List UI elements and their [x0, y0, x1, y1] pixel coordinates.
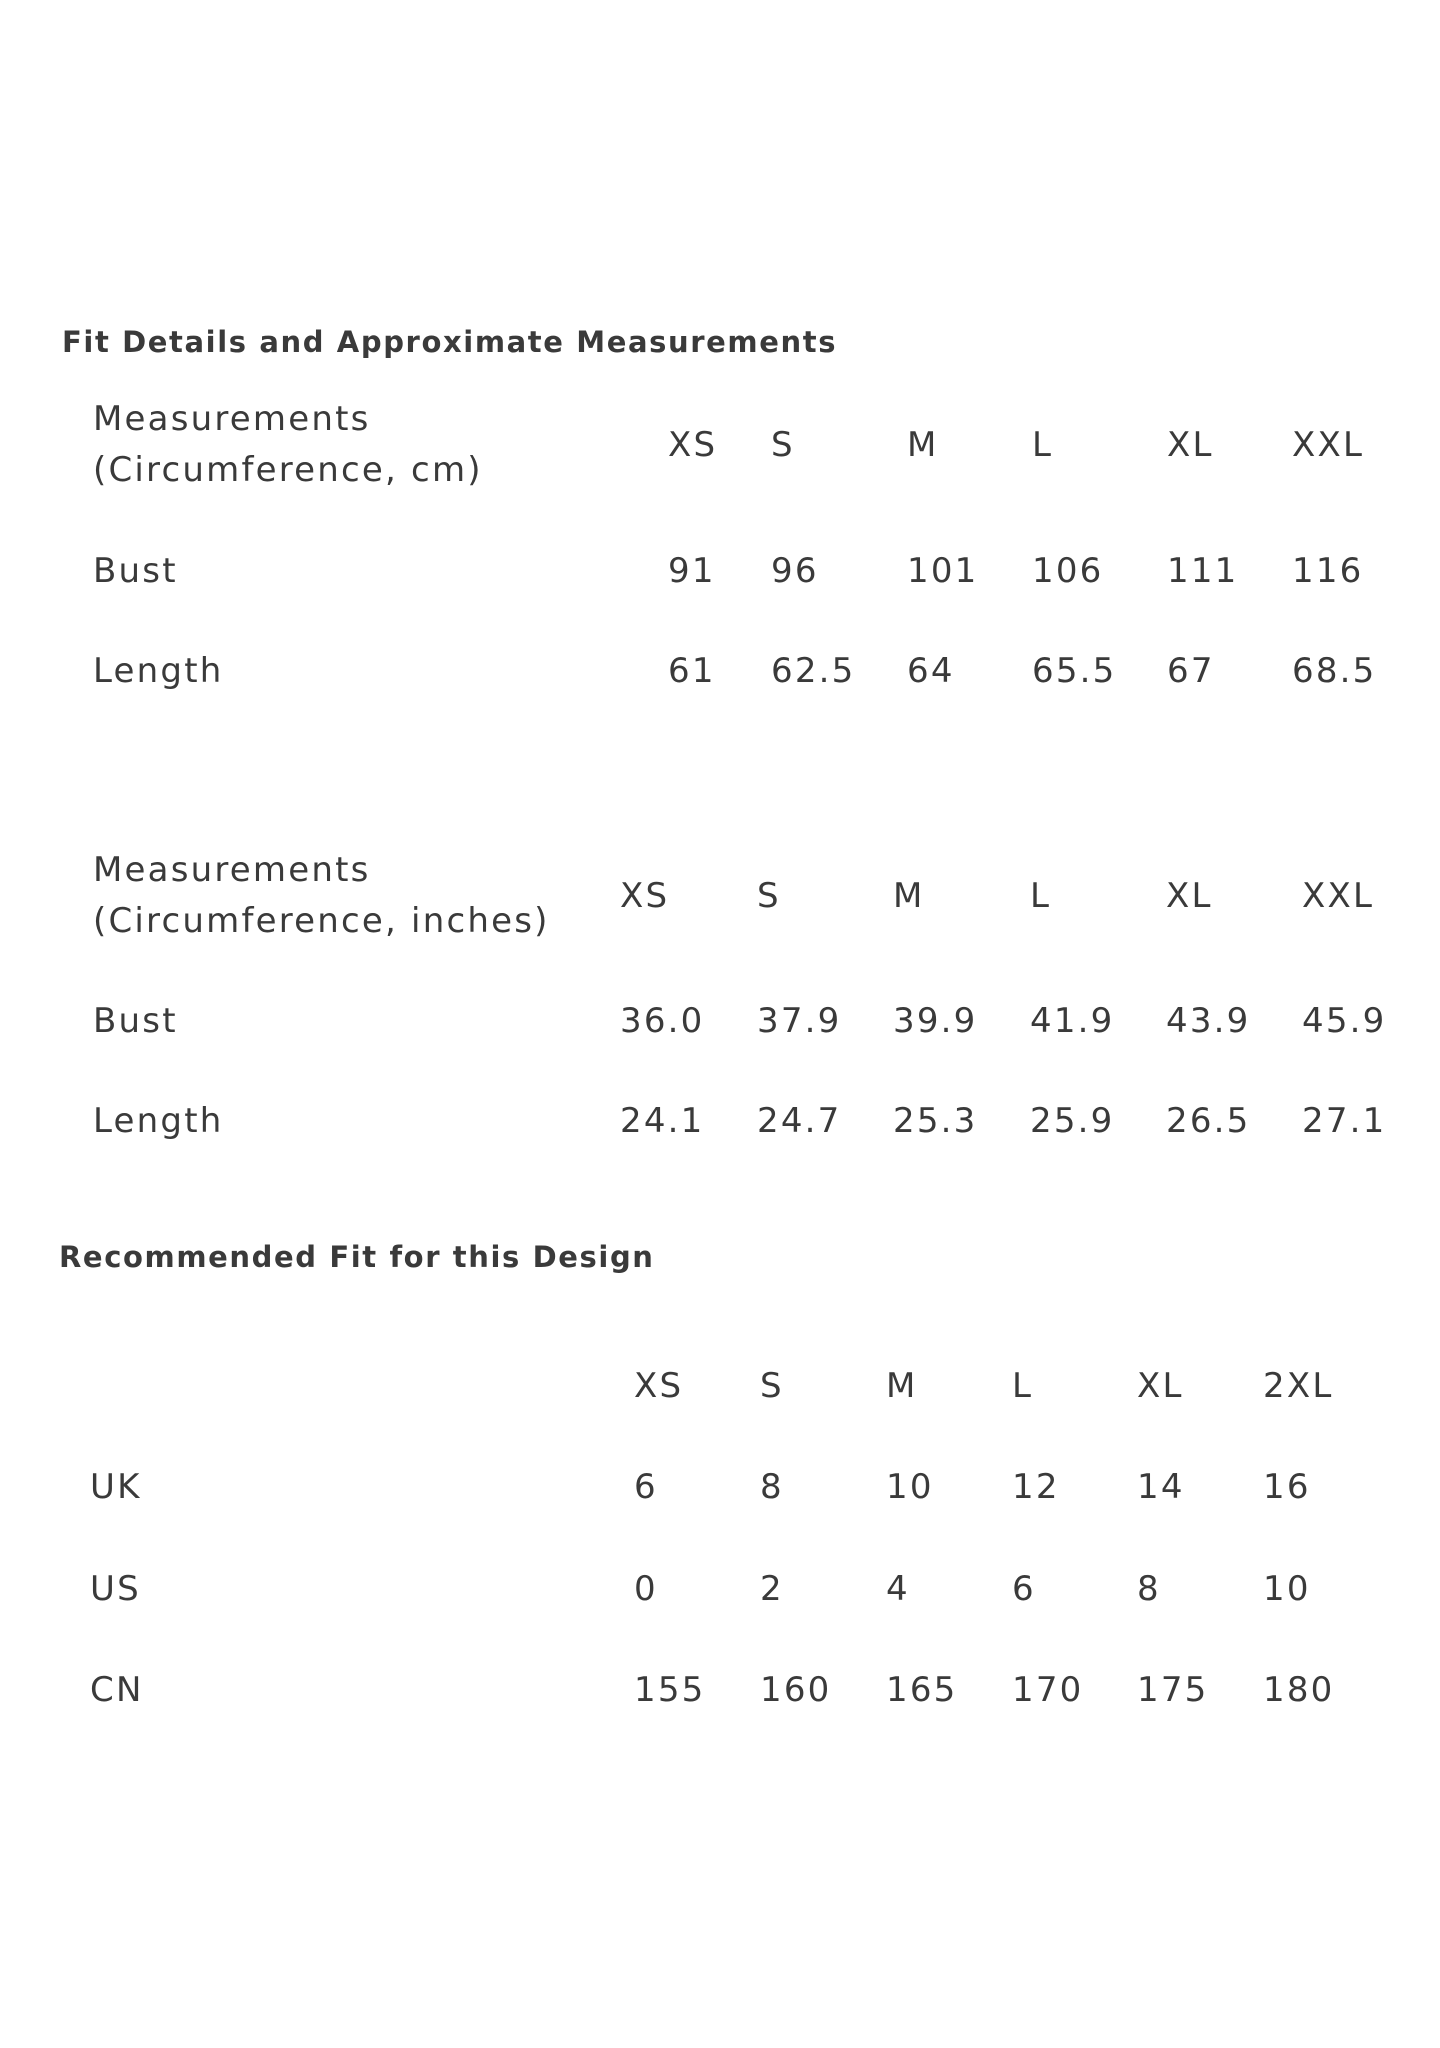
- table-cell: 10: [1263, 1569, 1311, 1609]
- table-cell: 0: [634, 1569, 658, 1609]
- table-cell: 165: [886, 1670, 958, 1710]
- table-cell: 25.3: [893, 1101, 978, 1141]
- size-header: XS: [634, 1366, 684, 1406]
- table-cell: 26.5: [1166, 1101, 1251, 1141]
- table-cell: 14: [1137, 1467, 1185, 1507]
- table-cell: 25.9: [1030, 1101, 1115, 1141]
- cm-header-line2: (Circumference, cm): [93, 450, 483, 490]
- size-header: XXL: [1292, 425, 1365, 465]
- size-header: XL: [1137, 1366, 1184, 1406]
- row-label: UK: [90, 1467, 142, 1507]
- size-header: S: [760, 1366, 784, 1406]
- table-cell: 6: [1012, 1569, 1036, 1609]
- table-cell: 91: [668, 551, 716, 591]
- table-cell: 10: [886, 1467, 934, 1507]
- fit-details-heading: Fit Details and Approximate Measurements: [62, 325, 838, 359]
- table-cell: 37.9: [757, 1001, 842, 1041]
- cm-header-line1: Measurements: [93, 399, 371, 439]
- table-cell: 8: [760, 1467, 784, 1507]
- size-header: XXL: [1302, 876, 1375, 916]
- table-cell: 16: [1263, 1467, 1311, 1507]
- table-cell: 64: [907, 651, 955, 691]
- row-label: Bust: [93, 551, 178, 591]
- size-header: XL: [1166, 876, 1213, 916]
- size-header: S: [757, 876, 781, 916]
- table-cell: 39.9: [893, 1001, 978, 1041]
- size-header: M: [886, 1366, 918, 1406]
- inch-header-line2: (Circumference, inches): [93, 901, 550, 941]
- inch-header-line1: Measurements: [93, 850, 371, 890]
- size-header: 2XL: [1263, 1366, 1334, 1406]
- table-cell: 68.5: [1292, 651, 1377, 691]
- table-cell: 24.7: [757, 1101, 842, 1141]
- table-cell: 116: [1292, 551, 1364, 591]
- size-header: L: [1032, 425, 1054, 465]
- table-cell: 43.9: [1166, 1001, 1251, 1041]
- row-label: CN: [90, 1670, 144, 1710]
- table-cell: 27.1: [1302, 1101, 1387, 1141]
- row-label: Bust: [93, 1001, 178, 1041]
- table-cell: 36.0: [620, 1001, 705, 1041]
- table-cell: 160: [760, 1670, 832, 1710]
- row-label: US: [90, 1569, 141, 1609]
- row-label: Length: [93, 1101, 224, 1141]
- size-header: L: [1012, 1366, 1034, 1406]
- size-header: L: [1030, 876, 1052, 916]
- table-cell: 62.5: [771, 651, 856, 691]
- table-cell: 170: [1012, 1670, 1084, 1710]
- table-cell: 8: [1137, 1569, 1161, 1609]
- table-cell: 155: [634, 1670, 706, 1710]
- recommended-fit-heading: Recommended Fit for this Design: [59, 1240, 655, 1274]
- table-cell: 96: [771, 551, 819, 591]
- size-header: XS: [668, 425, 718, 465]
- table-cell: 2: [760, 1569, 784, 1609]
- table-cell: 101: [907, 551, 979, 591]
- row-label: Length: [93, 651, 224, 691]
- size-header: XL: [1167, 425, 1214, 465]
- table-cell: 65.5: [1032, 651, 1117, 691]
- table-cell: 180: [1263, 1670, 1335, 1710]
- size-header: M: [893, 876, 925, 916]
- size-header: S: [771, 425, 795, 465]
- table-cell: 4: [886, 1569, 910, 1609]
- table-cell: 111: [1167, 551, 1239, 591]
- table-cell: 175: [1137, 1670, 1209, 1710]
- table-cell: 12: [1012, 1467, 1060, 1507]
- table-cell: 41.9: [1030, 1001, 1115, 1041]
- size-header: XS: [620, 876, 670, 916]
- table-cell: 67: [1167, 651, 1215, 691]
- table-cell: 24.1: [620, 1101, 705, 1141]
- table-cell: 6: [634, 1467, 658, 1507]
- table-cell: 106: [1032, 551, 1104, 591]
- table-cell: 45.9: [1302, 1001, 1387, 1041]
- table-cell: 61: [668, 651, 716, 691]
- size-header: M: [907, 425, 939, 465]
